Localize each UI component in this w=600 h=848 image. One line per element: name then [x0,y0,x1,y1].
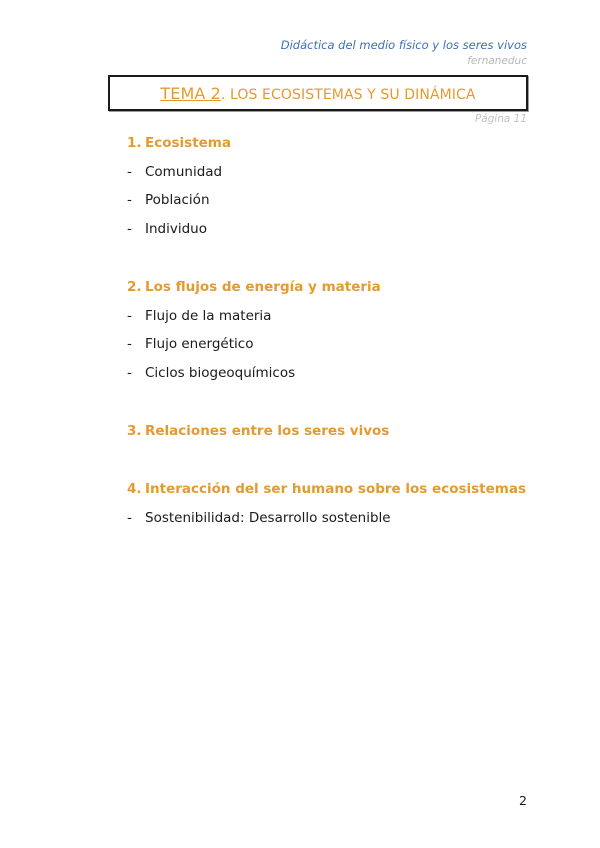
section-title: Ecosistema [145,135,231,151]
section-heading-3 [127,423,389,439]
list-item-text: Ciclos biogeoquímicos [145,365,296,381]
list-item: - Población [127,192,210,208]
list-item-text: Individuo [145,221,207,237]
section-title: Relaciones entre los seres vivos [145,423,390,439]
section-title: Los flujos de energía y materia [145,279,381,295]
list-item-text: Sostenibilidad: Desarrollo sostenible [145,510,391,526]
topic-name: . LOS ECOSISTEMAS Y SU DINÁMICA [220,86,476,103]
section-number: 3. [127,423,142,439]
list-item-text: Población [145,192,210,208]
list-item: - Ciclos biogeoquímicos [127,365,296,381]
section-heading-4 [127,481,526,497]
section-number: 2. [127,279,142,295]
section-title: Interacción del ser humano sobre los ecosistemas [145,481,526,497]
topic-title-box [108,75,528,111]
topic-title [160,84,475,103]
list-item: - Sostenibilidad: Desarrollo sostenible [127,510,391,526]
section-heading-1 [127,135,231,151]
list-item: - Individuo [127,221,207,237]
header-course-title: Didáctica del medio físico y los seres vivos [280,38,527,52]
topic-number: TEMA 2 [160,83,221,103]
section-heading-2 [127,279,381,295]
list-item-text: Flujo energético [145,336,254,352]
section-number: 4. [127,481,142,497]
section-number: 1. [127,135,142,151]
list-item-text: Comunidad [145,164,223,180]
list-item: - Comunidad [127,164,223,180]
list-item: - Flujo de la materia [127,308,272,324]
list-item-text: Flujo de la materia [145,308,272,324]
page-number: 2 [519,793,527,808]
header-author: fernaneduc [467,55,527,67]
list-item: - Flujo energético [127,336,254,352]
page-reference: Página 11 [474,113,527,125]
